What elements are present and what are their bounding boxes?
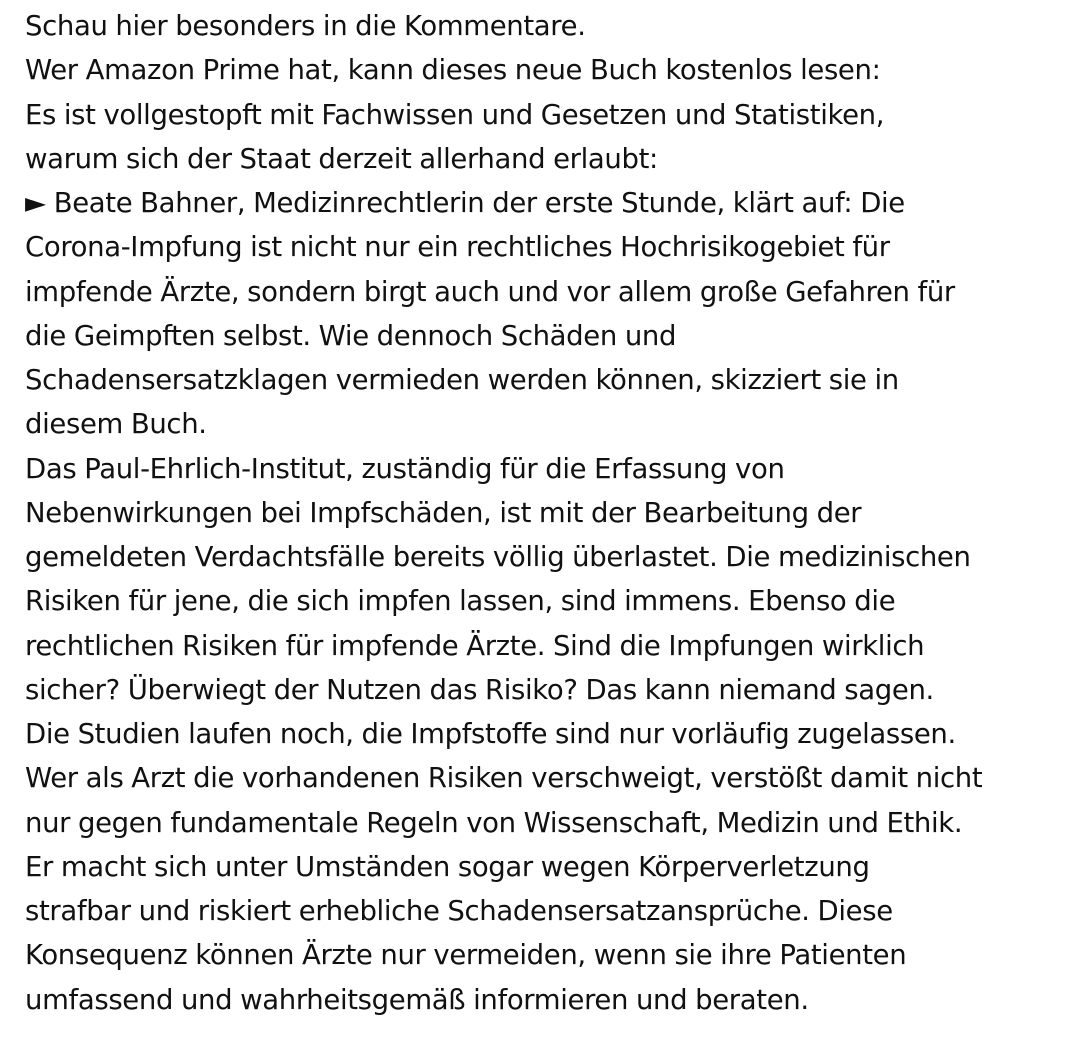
text-line: gemeldeten Verdachtsfälle bereits völlig überlastet. Die medizinischen [25,541,971,573]
text-line: Das Paul-Ehrlich-Institut, zuständig für die Erfassung von [25,452,785,485]
text-line: Schau hier besonders in die Kommentare. [25,10,586,42]
text-line: nur gegen fundamentale Regeln von Wissenschaft, Medizin und Ethik. [25,806,963,839]
text-line: Die Studien laufen noch, die Impfstoffe sind nur vorläufig zugelassen. [25,718,956,750]
text-line: Nebenwirkungen bei Impfschäden, ist mit der Bearbeitung der [25,496,862,529]
text-line: Konsequenz können Ärzte nur vermeiden, wenn sie ihre Patienten [25,939,907,972]
text-line: diesem Buch. [25,408,207,441]
text-line: Er macht sich unter Umständen sogar wegen Körperverletzung [25,850,870,883]
text-line: Corona-Impfung ist nicht nur ein rechtliches Hochrisikogebiet für [25,231,890,264]
text-line: ► Beate Bahner, Medizinrechtlerin der erste Stunde, klärt auf: Die [25,187,905,219]
text-line: Wer Amazon Prime hat, kann dieses neue Buch kostenlos lesen: [25,54,881,87]
text-line: sicher? Überwiegt der Nutzen das Risiko? Das kann niemand sagen. [25,673,934,706]
text-line: warum sich der Staat derzeit allerhand erlaubt: [25,142,658,175]
text-line: Schadensersatzklagen vermieden werden können, skizziert sie in [25,364,899,396]
text-line: strafbar und riskiert erhebliche Schadensersatzansprüche. Diese [25,895,893,927]
text-line: rechtlichen Risiken für impfende Ärzte. Sind die Impfungen wirklich [25,629,925,662]
text-line: Wer als Arzt die vorhandenen Risiken verschweigt, verstößt damit nicht [25,762,983,795]
text-line: impfende Ärzte, sondern birgt auch und vor allem große Gefahren für [25,275,955,308]
text-line: umfassend und wahrheitsgemäß informieren und beraten. [25,983,809,1016]
text-line: Risiken für jene, die sich impfen lassen, sind immens. Ebenso die [25,585,896,618]
post-text [25,4,1077,1022]
text-line: Es ist vollgestopft mit Fachwissen und Gesetzen und Statistiken, [25,98,885,131]
text-line: die Geimpften selbst. Wie dennoch Schäden und [25,319,677,352]
